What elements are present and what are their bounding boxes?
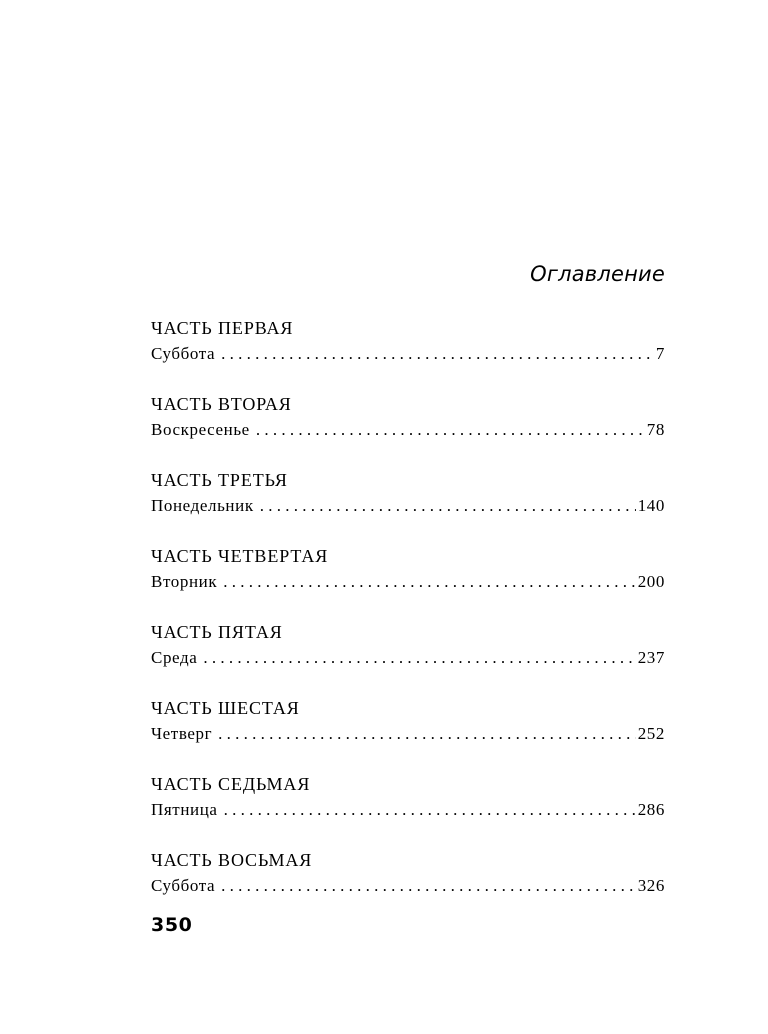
toc-entry[interactable] bbox=[151, 646, 665, 670]
dot-leader bbox=[221, 342, 654, 366]
chapter-page: 140 bbox=[637, 496, 665, 515]
toc-part-1 bbox=[151, 316, 665, 392]
chapter-title: Понедельник bbox=[151, 496, 254, 515]
toc-part-5 bbox=[151, 620, 665, 696]
toc-part-6 bbox=[151, 696, 665, 772]
chapter-title: Пятница bbox=[151, 800, 218, 819]
toc-entry[interactable] bbox=[151, 798, 665, 822]
chapter-page: 78 bbox=[646, 420, 665, 439]
part-heading: ЧАСТЬ ЧЕТВЕРТАЯ bbox=[151, 546, 329, 566]
dot-leader bbox=[203, 646, 635, 670]
chapter-title: Вторник bbox=[151, 572, 218, 591]
part-heading: ЧАСТЬ ШЕСТАЯ bbox=[151, 698, 300, 718]
part-heading: ЧАСТЬ ТРЕТЬЯ bbox=[151, 470, 288, 490]
dot-leader bbox=[223, 570, 635, 594]
chapter-page: 326 bbox=[637, 876, 665, 895]
chapter-page: 286 bbox=[637, 800, 665, 819]
toc-part-8 bbox=[151, 848, 665, 924]
chapter-title: Суббота bbox=[151, 344, 216, 363]
part-heading: ЧАСТЬ ПЯТАЯ bbox=[151, 622, 283, 642]
toc-entry[interactable] bbox=[151, 494, 665, 518]
chapter-page: 237 bbox=[637, 648, 665, 667]
table-of-contents bbox=[151, 316, 665, 924]
dot-leader bbox=[221, 874, 636, 898]
toc-entry[interactable] bbox=[151, 570, 665, 594]
page-number: 350 bbox=[151, 914, 193, 936]
toc-part-2 bbox=[151, 392, 665, 468]
part-heading: ЧАСТЬ ВТОРАЯ bbox=[151, 394, 292, 414]
toc-entry[interactable] bbox=[151, 722, 665, 746]
chapter-title: Среда bbox=[151, 648, 198, 667]
chapter-page: 252 bbox=[637, 724, 665, 743]
chapter-title: Суббота bbox=[151, 876, 216, 895]
chapter-page: 200 bbox=[637, 572, 665, 591]
toc-entry[interactable] bbox=[151, 418, 665, 442]
dot-leader bbox=[218, 722, 636, 746]
chapter-page: 7 bbox=[655, 344, 665, 363]
part-heading: ЧАСТЬ ВОСЬМАЯ bbox=[151, 850, 313, 870]
dot-leader bbox=[224, 798, 636, 822]
toc-part-4 bbox=[151, 544, 665, 620]
part-heading: ЧАСТЬ ПЕРВАЯ bbox=[151, 318, 294, 338]
toc-entry[interactable] bbox=[151, 342, 665, 366]
dot-leader bbox=[260, 494, 636, 518]
dot-leader bbox=[256, 418, 645, 442]
chapter-title: Четверг bbox=[151, 724, 213, 743]
toc-entry[interactable] bbox=[151, 874, 665, 898]
part-heading: ЧАСТЬ СЕДЬМАЯ bbox=[151, 774, 311, 794]
toc-part-3 bbox=[151, 468, 665, 544]
chapter-title: Воскресенье bbox=[151, 420, 250, 439]
contents-title: Оглавление bbox=[530, 262, 665, 286]
toc-part-7 bbox=[151, 772, 665, 848]
